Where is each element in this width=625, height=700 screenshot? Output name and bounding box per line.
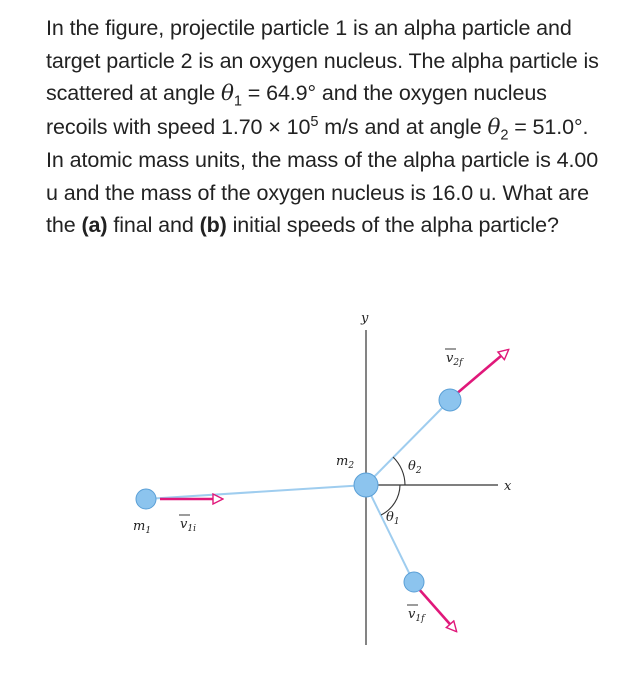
particle-1-initial: [136, 489, 156, 509]
theta-symbol-2: θ: [487, 114, 501, 140]
theta-sub-2: 2: [500, 126, 509, 143]
text-3: m/s and at angle: [318, 114, 488, 139]
particle-2-final: [439, 389, 461, 411]
v1f-vector: [418, 588, 456, 631]
incoming-path: [146, 485, 366, 499]
y-axis-label: y: [361, 311, 369, 326]
text-5: final and: [107, 213, 200, 237]
m2-label: $m_2$: [336, 454, 355, 471]
text-4: = 51.0°. In atomic mass units, the mass of the alpha particle is 4.00 u and the mass of the oxygen nucleus is 16.0 u. What are the: [46, 114, 599, 237]
text-1: In the figure, projectile particle 1 is an alpha particle and target particle 2 is an oxygen nucleus. The alpha particle is scattered at angle: [46, 16, 599, 105]
part-a-label: (a): [81, 213, 108, 237]
theta-symbol: θ: [221, 81, 234, 106]
theta1-label: $\theta_1$: [386, 510, 400, 527]
v2f-label: $v_{2f}$: [446, 351, 463, 368]
particle-1-final: [404, 572, 424, 592]
theta-sub-1: 1: [233, 93, 242, 110]
theta2-arc: [393, 457, 405, 485]
x-axis-label: x: [504, 479, 512, 494]
v1i-label: $v_{1i}$: [180, 517, 196, 534]
text-2: = 64.9° and the oxygen nucleus recoils with speed 1.70 × 10: [46, 81, 547, 139]
exponent: 5: [310, 113, 319, 130]
theta2-label: $\theta_2$: [408, 459, 422, 476]
v2f-vector: [455, 350, 508, 395]
part-b-label: (b): [199, 213, 227, 237]
m1-label: $m_1$: [133, 519, 152, 536]
particle-2-initial: [354, 473, 378, 497]
path-particle-1: [366, 485, 415, 585]
v1f-label: $v_{1f}$: [408, 607, 425, 624]
text-6: initial speeds of the alpha particle?: [226, 213, 559, 237]
